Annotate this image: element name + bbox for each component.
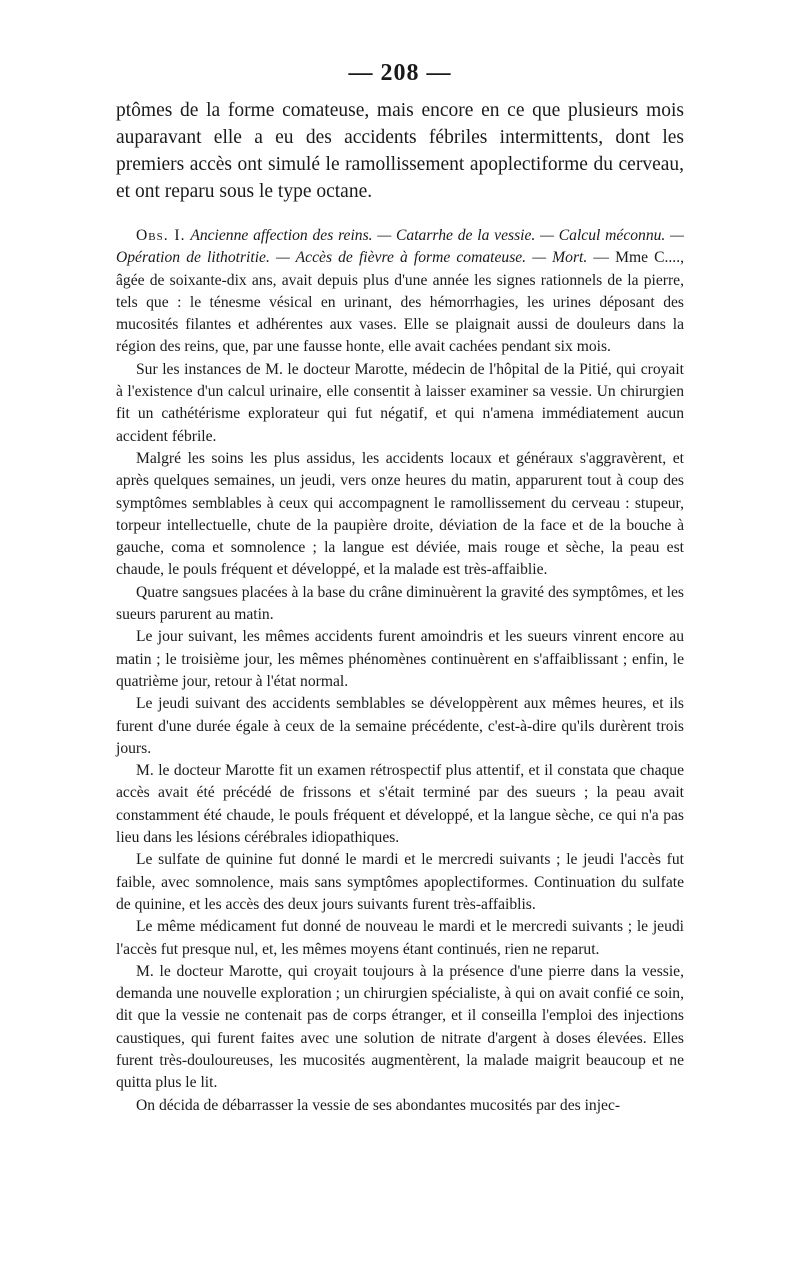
observation-heading-paragraph — [116, 225, 684, 359]
observation-label: Obs. I. — [136, 227, 186, 244]
paragraph-9: M. le docteur Marotte, qui croyait toujours à la présence d'une pierre dans la vessie, demanda une nouvelle exploration ; un chirurgien spécialiste, à qui on avait confié ce soin, dit que la vessie ne contenait pas de corps étranger, et il conseilla l'emploi des injections caustiques, qui furent faites avec une solution de nitrate d'argent à doses élevées. Elles furent très-douloureuses, les mucosités augmentèrent, la malade maigrit beaucoup et ne quitta plus le lit. — [116, 962, 684, 1092]
paragraph-1: Sur les instances de M. le docteur Marotte, médecin de l'hôpital de la Pitié, qui croyait à l'existence d'un calcul urinaire, elle consentit à laisser examiner sa vessie. Un chirurgien fit un cathétérisme explorateur qui fut négatif, et qui n'amena immédiatement aucun accident fébrile. — [116, 360, 684, 445]
paragraph-7: Le sulfate de quinine fut donné le mardi et le mercredi suivants ; le jeudi l'accès fut faible, avec somnolence, mais sans symptômes apoplectiformes. Continuation du sulfate de quinine, et les accès des deux jours suivants furent très-affaiblis. — [116, 851, 684, 913]
paragraph-4: Le jour suivant, les mêmes accidents furent amoindris et les sueurs vinrent encore au matin ; le troisième jour, les mêmes phénomènes continuèrent en s'affaiblissant ; enfin, le quatrième jour, retour à l'état normal. — [116, 628, 684, 690]
paragraph-8: Le même médicament fut donné de nouveau le mardi et le mercredi suivants ; le jeudi l'accès fut presque nul, et, les mêmes moyens étant continués, rien ne reparut. — [116, 918, 684, 958]
paragraph-5: Le jeudi suivant des accidents semblables se développèrent aux mêmes heures, et ils furent d'une durée égale à ceux de la semaine précédente, c'est-à-dire qu'ils durèrent trois jours. — [116, 695, 684, 757]
intro-paragraph: ptômes de la forme comateuse, mais encore en ce que plusieurs mois auparavant elle a eu des accidents fébriles intermittents, dont les premiers accès ont simulé le ramollissement apoplectiforme du cerveau, et ont reparu sous le type octane. — [116, 100, 684, 202]
paragraph-10: On décida de débarrasser la vessie de ses abondantes mucosités par des injec- — [136, 1096, 621, 1114]
observation-body — [116, 225, 684, 1117]
observation-title: Ancienne affection des reins. — Catarrhe de la vessie. — Calcul méconnu. — Opération de lithotritie. — Accès de fièvre à forme comateuse. — Mort. — [116, 227, 684, 267]
paragraph-6: M. le docteur Marotte fit un examen rétrospectif plus attentif, et il constata que chaque accès avait été précédé de frissons et s'était terminé par des sueurs ; la peau avait constamment été chaude, le pouls fréquent et développé, et la langue sèche, ce qui n'a pas lieu dans les lésions cérébrales idiopathiques. — [116, 762, 684, 847]
observation-text: — Mme C...., âgée de soixante-dix ans, avait depuis plus d'une année les signes rationnels de la pierre, tels que : le ténesme vésical en urinant, des hémorrhagies, les urines déposant des mucosités filantes et adhérentes aux vases. Elle se plaignait aussi de douleurs dans la région des reins, que, par une fausse honte, elle avait cachées pendant six mois. — [116, 249, 684, 356]
paragraph-2: Malgré les soins les plus assidus, les accidents locaux et généraux s'aggravèrent, et après quelques semaines, un jeudi, vers onze heures du matin, apparurent tout à coup des symptômes semblables à ceux qui accompagnent le ramollissement du cerveau : stupeur, torpeur intellectuelle, chute de la paupière droite, déviation de la face et de la bouche à gauche, coma et somnolence ; la langue est déviée, mais rouge et sèche, la peau est chaude, le pouls fréquent et développé, et la malade est très-affaiblie. — [116, 449, 684, 579]
page-number: — 208 — — [348, 60, 452, 86]
paragraph-3: Quatre sangsues placées à la base du crâne diminuèrent la gravité des symptômes, et les sueurs parurent au matin. — [116, 583, 684, 624]
